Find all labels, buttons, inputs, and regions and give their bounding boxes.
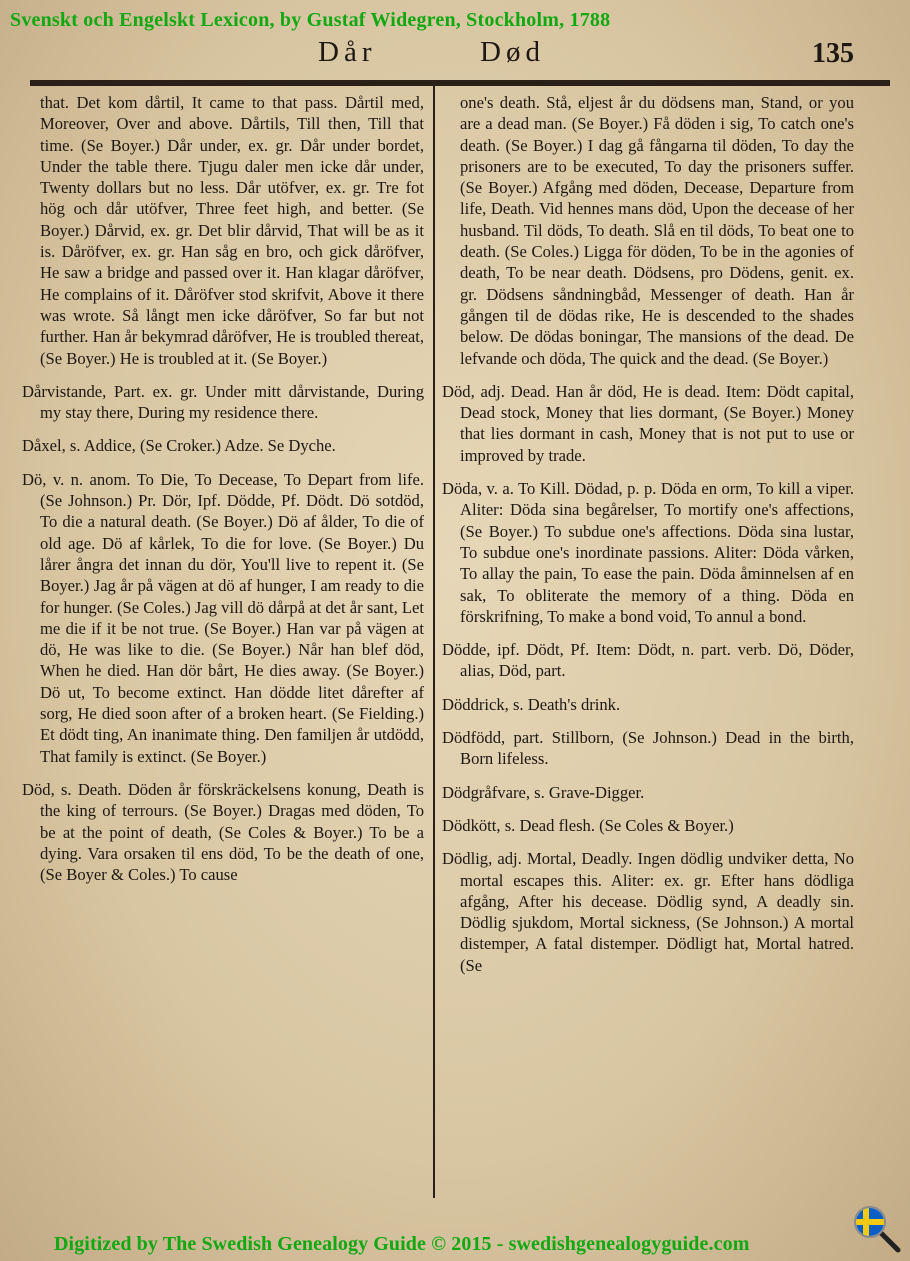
dictionary-entry: Dödgråfvare, s. Grave-Digger. <box>442 782 645 802</box>
source-banner: Svenskt och Engelskt Lexicon, by Gustaf Widegren, Stockholm, 1788 <box>10 9 611 31</box>
dictionary-entry: Dåxel, s. Addice, (Se Croker.) Adze. Se Dyche. <box>22 436 336 456</box>
left-column <box>22 92 424 1198</box>
running-head-right: Død <box>480 36 545 68</box>
page-number: 135 <box>812 38 854 69</box>
dictionary-entry: Döda, v. a. To Kill. Dödad, p. p. Döda en orm, To kill a viper. Aliter: Döda sina begårelser, To mortify one's affections, (Se Boyer.) To subdue one's affections. Döda sina lustar, To subdue one's inordinate passions. Aliter: Döda vårken, To allay the pain, To ease the pain. Döda åminnelsen af en sak, To obliterate the memory of a thing. Döda en förskrifning, To make a bond void, To annul a bond. <box>442 479 854 626</box>
dictionary-entry: that. Det kom dårtil, It came to that pass. Dårtil med, Moreover, Over and above. Dårtils, Till then, Till that time. (Se Boyer.) Dår under, ex. gr. Dår under bordet, Under the table there. Tjugu daler men icke dår under, Twenty dollars but no less. Dår utöfver, ex. gr. Tre fot hög och dår utöfver, Three feet high, and better. (Se Boyer.) Dårvid, ex. gr. Det blir dårvid, That will be as it is. Dåröfver, ex. gr. Han såg en bro, och gick dåröfver, He saw a bridge and passed over it. Han klagar dåröfver, He complains of it. Dåröfver stod skrifvit, Above it there was wrote. Så långt men icke dåröfver, So far but not further. Han år bekymrad dåröfver, He is troubled thereat, (Se Boyer.) He is troubled at it. (Se Boyer.) <box>40 93 424 368</box>
digitized-by-footer: Digitized by The Swedish Genealogy Guide © 2015 - swedishgenealogyguide.com <box>54 1233 750 1255</box>
dictionary-entry: Dödfödd, part. Stillborn, (Se Johnson.) Dead in the birth, Born lifeless. <box>442 728 854 769</box>
running-head-left: Dår <box>318 36 377 68</box>
dictionary-entry: Döddrick, s. Death's drink. <box>442 694 621 714</box>
dictionary-entry: Dö, v. n. anom. To Die, To Decease, To Depart from life. (Se Johnson.) Pr. Dör, Ipf. Dödde, Pf. Dödt. Dö sotdöd, To die a natural death. (Se Boyer.) Dö af ålder, To die of old age. Dö af kårlek, To die for love. (Se Boyer.) Du lårer ångra det innan du dör, You'll live to repent it. (Se Boyer.) Jag år på vägen at dö af hunger, I am ready to die for hunger. (Se Coles.) Jag vill dö dårpå at det år sant, Let me die if it be not true. (Se Boyer.) Han var på vägen at dö, He was like to die. (Se Boyer.) Når han blef död, When he died. Han dör bårt, He dies away. (Se Boyer.) Dö ut, To become extinct. Han dödde litet dårefter af sorg, He died soon after of a broken heart. (Se Fielding.) Et dödt ting, An inanimate thing. Den familjen år utdödd, That family is extinct. (Se Boyer.) <box>22 469 424 766</box>
column-divider <box>433 86 435 1198</box>
running-head <box>0 36 910 76</box>
dictionary-entry: Död, s. Death. Döden år förskräckelsens konung, Death is the king of terrours. (Se Boyer.) Dragas med döden, To be at the point of death, (Se Coles & Boyer.) To be a dying. Vara orsaken til ens död, To be the death of one, (Se Boyer & Coles.) To cause <box>22 779 424 885</box>
dictionary-entry: Dödlig, adj. Mortal, Deadly. Ingen dödlig undviker detta, No mortal escapes this. Aliter: ex. gr. Efter hans dödliga afgång, After his decease. Dödlig synd, A deadly sin. Dödlig sjukdom, Mortal sickness, (Se Johnson.) A mortal distemper, A fatal distemper. Dödligt hat, Mortal hatred. (Se <box>442 849 854 975</box>
dictionary-entry: Död, adj. Dead. Han år död, He is dead. Item: Dödt capital, Dead stock, Money that lies dormant, (Se Boyer.) Money that lies dormant in cash, Money that is not put to use or improved by trade. <box>442 381 854 465</box>
dictionary-entry: Dödkött, s. Dead flesh. (Se Coles & Boyer.) <box>442 815 734 835</box>
swedish-flag-magnifier-icon[interactable] <box>852 1204 904 1256</box>
dictionary-entry: one's death. Stå, eljest år du dödsens man, Stand, or you are a dead man. (Se Boyer.) Få döden i sig, To catch one's death. (Se Boyer.) I dag gå fångarna til döden, To day the prisoners are to be executed, To day the prisoners suffer. (Se Boyer.) Afgång med döden, Decease, Departure from life, Death. Vid hennes mans död, Upon the decease of her husband. Til döds, To death. Slå en til döds, To beat one to death. (Se Coles.) Ligga för döden, To be in the agonies of death, To be near death. Dödsens, pro Dödens, genit. ex. gr. Dödsens såndningbåd, Messenger of death. Han år gången til de dödas rike, He is descended to the shades below. De dödas boningar, The mansions of the dead. De lefvande och döda, The quick and the dead. (Se Boyer.) <box>460 93 854 368</box>
right-column <box>442 92 854 1198</box>
header-rule <box>30 80 890 86</box>
dictionary-entry: Dödde, ipf. Dödt, Pf. Item: Dödt, n. part. verb. Dö, Döder, alias, Död, part. <box>442 640 854 681</box>
dictionary-entry: Dårvistande, Part. ex. gr. Under mitt dårvistande, During my stay there, During my residence there. <box>22 381 424 423</box>
